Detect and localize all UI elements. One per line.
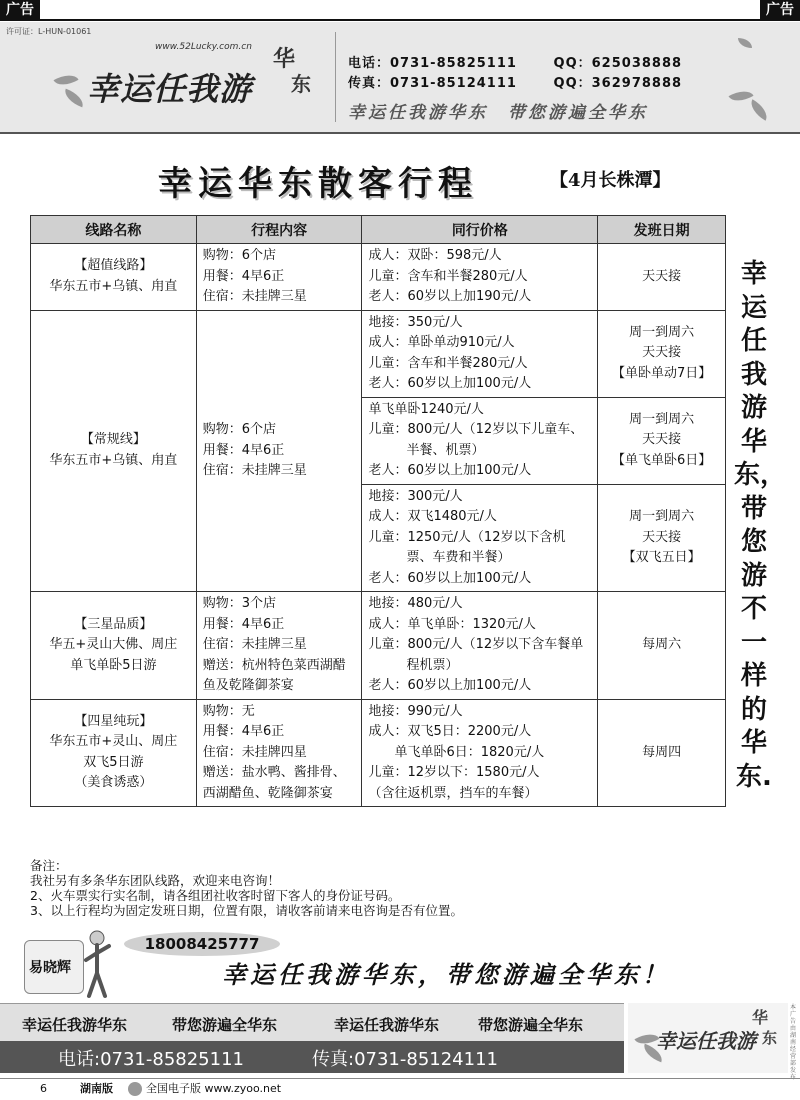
dates-cell: 周一到周六 天天接 【单飞单卧6日】 [598, 397, 726, 484]
permit-number: 许可证：L-HUN-01061 [6, 27, 92, 36]
bottom-slogan: 幸运任我游华东 [22, 1016, 128, 1034]
leaf-icon [746, 99, 771, 120]
content-cell: 购物：无 用餐：4早6正 住宿：未挂牌四星 赠送：盐水鸭、酱排骨、西湖醋鱼、乾隆御茶宴 [196, 699, 362, 807]
bottom-slogan: 带您游遍全华东 [478, 1016, 584, 1034]
table-row [31, 244, 726, 311]
footer-logo-text: 幸运任我游 [656, 1029, 756, 1053]
notes: 备注： 我社另有多条华东团队线路，欢迎来电咨询！ 2、火车票实行实名制，请各组团社收客时留下客人的身份证号码。 3、以上行程均为固定发班日期，位置有限，请收客前请来电咨询是否有位置。 [30, 858, 463, 918]
contact-row-2 [348, 72, 682, 91]
bottom-phone: 电话:0731-85825111 [58, 1049, 244, 1070]
logo-text: 幸运任我游 [87, 70, 253, 108]
page-number: 6 [40, 1082, 47, 1095]
price-cell: 地接：350元/人 成人：单卧单动910元/人 儿童：含车和半餐280元/人 老人：60岁以上加100元/人 [362, 310, 598, 397]
route-cell: 【常规线】 华东五市+乌镇、甪直 [31, 310, 197, 592]
price-cell: 成人：双卧：598元/人 儿童：含车和半餐280元/人 老人：60岁以上加190元/人 [362, 244, 598, 311]
leaf-icon [53, 69, 78, 90]
price-cell: 地接：990元/人 成人：双飞5日：2200元/人 单飞单卧6日：1820元/人 儿童：12岁以下：1580元/人 （含往返机票，挡车的车餐） [362, 699, 598, 807]
contact-row-1 [348, 52, 682, 71]
page-footer [0, 1078, 800, 1100]
agent-sign [24, 940, 84, 994]
leaf-icon [738, 38, 752, 48]
header-content: 行程内容 [196, 216, 362, 244]
website: 全国电子版 www.zyoo.net [146, 1082, 282, 1095]
title-subtitle: 【4月长株潭】 [550, 170, 671, 191]
price-cell: 单飞单卧1240元/人 儿童：800元/人（12岁以下儿童车、半餐、机票） 老人：60岁以上加100元/人 [362, 397, 598, 484]
bottom-fax: 传真:0731-85124111 [312, 1049, 498, 1070]
route-cell: 【四星纯玩】 华东五市+灵山、周庄 双飞5日游 （美食诱惑） [31, 699, 197, 807]
header-price: 同行价格 [362, 216, 598, 244]
bottom-slogan-bar [0, 1003, 624, 1041]
bottom-contact-bar [0, 1041, 624, 1073]
dates-cell: 周一到周六 天天接 【双飞五日】 [598, 484, 726, 592]
agent-name: 易晓辉 [29, 960, 71, 976]
content-cell: 购物：3个店 用餐：4早6正 住宿：未挂牌三星 赠送：杭州特色菜西湖醋鱼及乾隆御茶宴 [196, 592, 362, 700]
dates-cell: 每周四 [598, 699, 726, 807]
logo-url: www.52Lucky.com.cn [155, 42, 252, 52]
header-divider [335, 32, 336, 122]
dates-cell: 每周六 [598, 592, 726, 700]
bottom-slogan: 幸运任我游华东 [334, 1016, 440, 1034]
dates-cell: 天天接 [598, 244, 726, 311]
footer-logo [628, 1003, 788, 1073]
edition-label: 湖南版 [80, 1082, 113, 1095]
route-cell: 【超值线路】 华东五市+乌镇、甪直 [31, 244, 197, 311]
price-cell: 地接：300元/人 成人：双飞1480元/人 儿童：1250元/人（12岁以下含机票、车费和半餐） 老人：60岁以上加100元/人 [362, 484, 598, 592]
big-slogan: 幸运任我游华东，带您游遍全华东！ [222, 961, 670, 989]
footer-logo-hua: 华 [752, 1008, 769, 1027]
table-row [31, 310, 726, 397]
side-note: 本广告由湖南经营部发布 [790, 1004, 797, 1081]
table-row [31, 592, 726, 700]
header-dates: 发班日期 [598, 216, 726, 244]
content-cell: 购物：6个店 用餐：4早6正 住宿：未挂牌三星 [196, 244, 362, 311]
content-cell: 购物：6个店 用餐：4早6正 住宿：未挂牌三星 [196, 310, 362, 592]
page-title: 幸运华东散客行程 [158, 164, 478, 204]
footer-logo-dong: 东 [762, 1029, 778, 1047]
vertical-slogan: 幸运任我游华东，带您游不一样的华东. [734, 259, 787, 792]
itinerary-table [30, 215, 726, 807]
leaf-icon [62, 89, 87, 108]
globe-icon [128, 1082, 142, 1096]
person-figure-icon [82, 928, 112, 1000]
top-rule [0, 19, 800, 21]
leaf-icon [728, 85, 753, 106]
price-cell: 地接：480元/人 成人：单飞单卧：1320元/人 儿童：800元/人（12岁以下含车餐单程机票） 老人：60岁以上加100元/人 [362, 592, 598, 700]
header-slogan: 幸运任我游华东 带您游遍全华东 [348, 103, 648, 123]
bottom-slogan: 带您游遍全华东 [172, 1016, 278, 1034]
route-cell: 【三星品质】 华五+灵山大佛、周庄 单飞单卧5日游 [31, 592, 197, 700]
logo-dong: 东 [291, 72, 311, 96]
qq-1: QQ：625038888 [553, 56, 683, 71]
header-banner [0, 22, 800, 134]
phone-number: 电话：0731-85825111 [348, 56, 517, 71]
dates-cell: 周一到周六 天天接 【单卧单动7日】 [598, 310, 726, 397]
header-route: 线路名称 [31, 216, 197, 244]
agent-phone: 18008425777 [124, 932, 280, 956]
fax-number: 传真：0731-85124111 [348, 76, 517, 91]
ad-label-right: 广告 [760, 0, 800, 20]
ad-label-left: 广告 [0, 0, 40, 20]
logo-hua: 华 [273, 47, 296, 72]
qq-2: QQ：362978888 [553, 76, 683, 91]
company-logo [45, 36, 325, 128]
table-row [31, 699, 726, 807]
